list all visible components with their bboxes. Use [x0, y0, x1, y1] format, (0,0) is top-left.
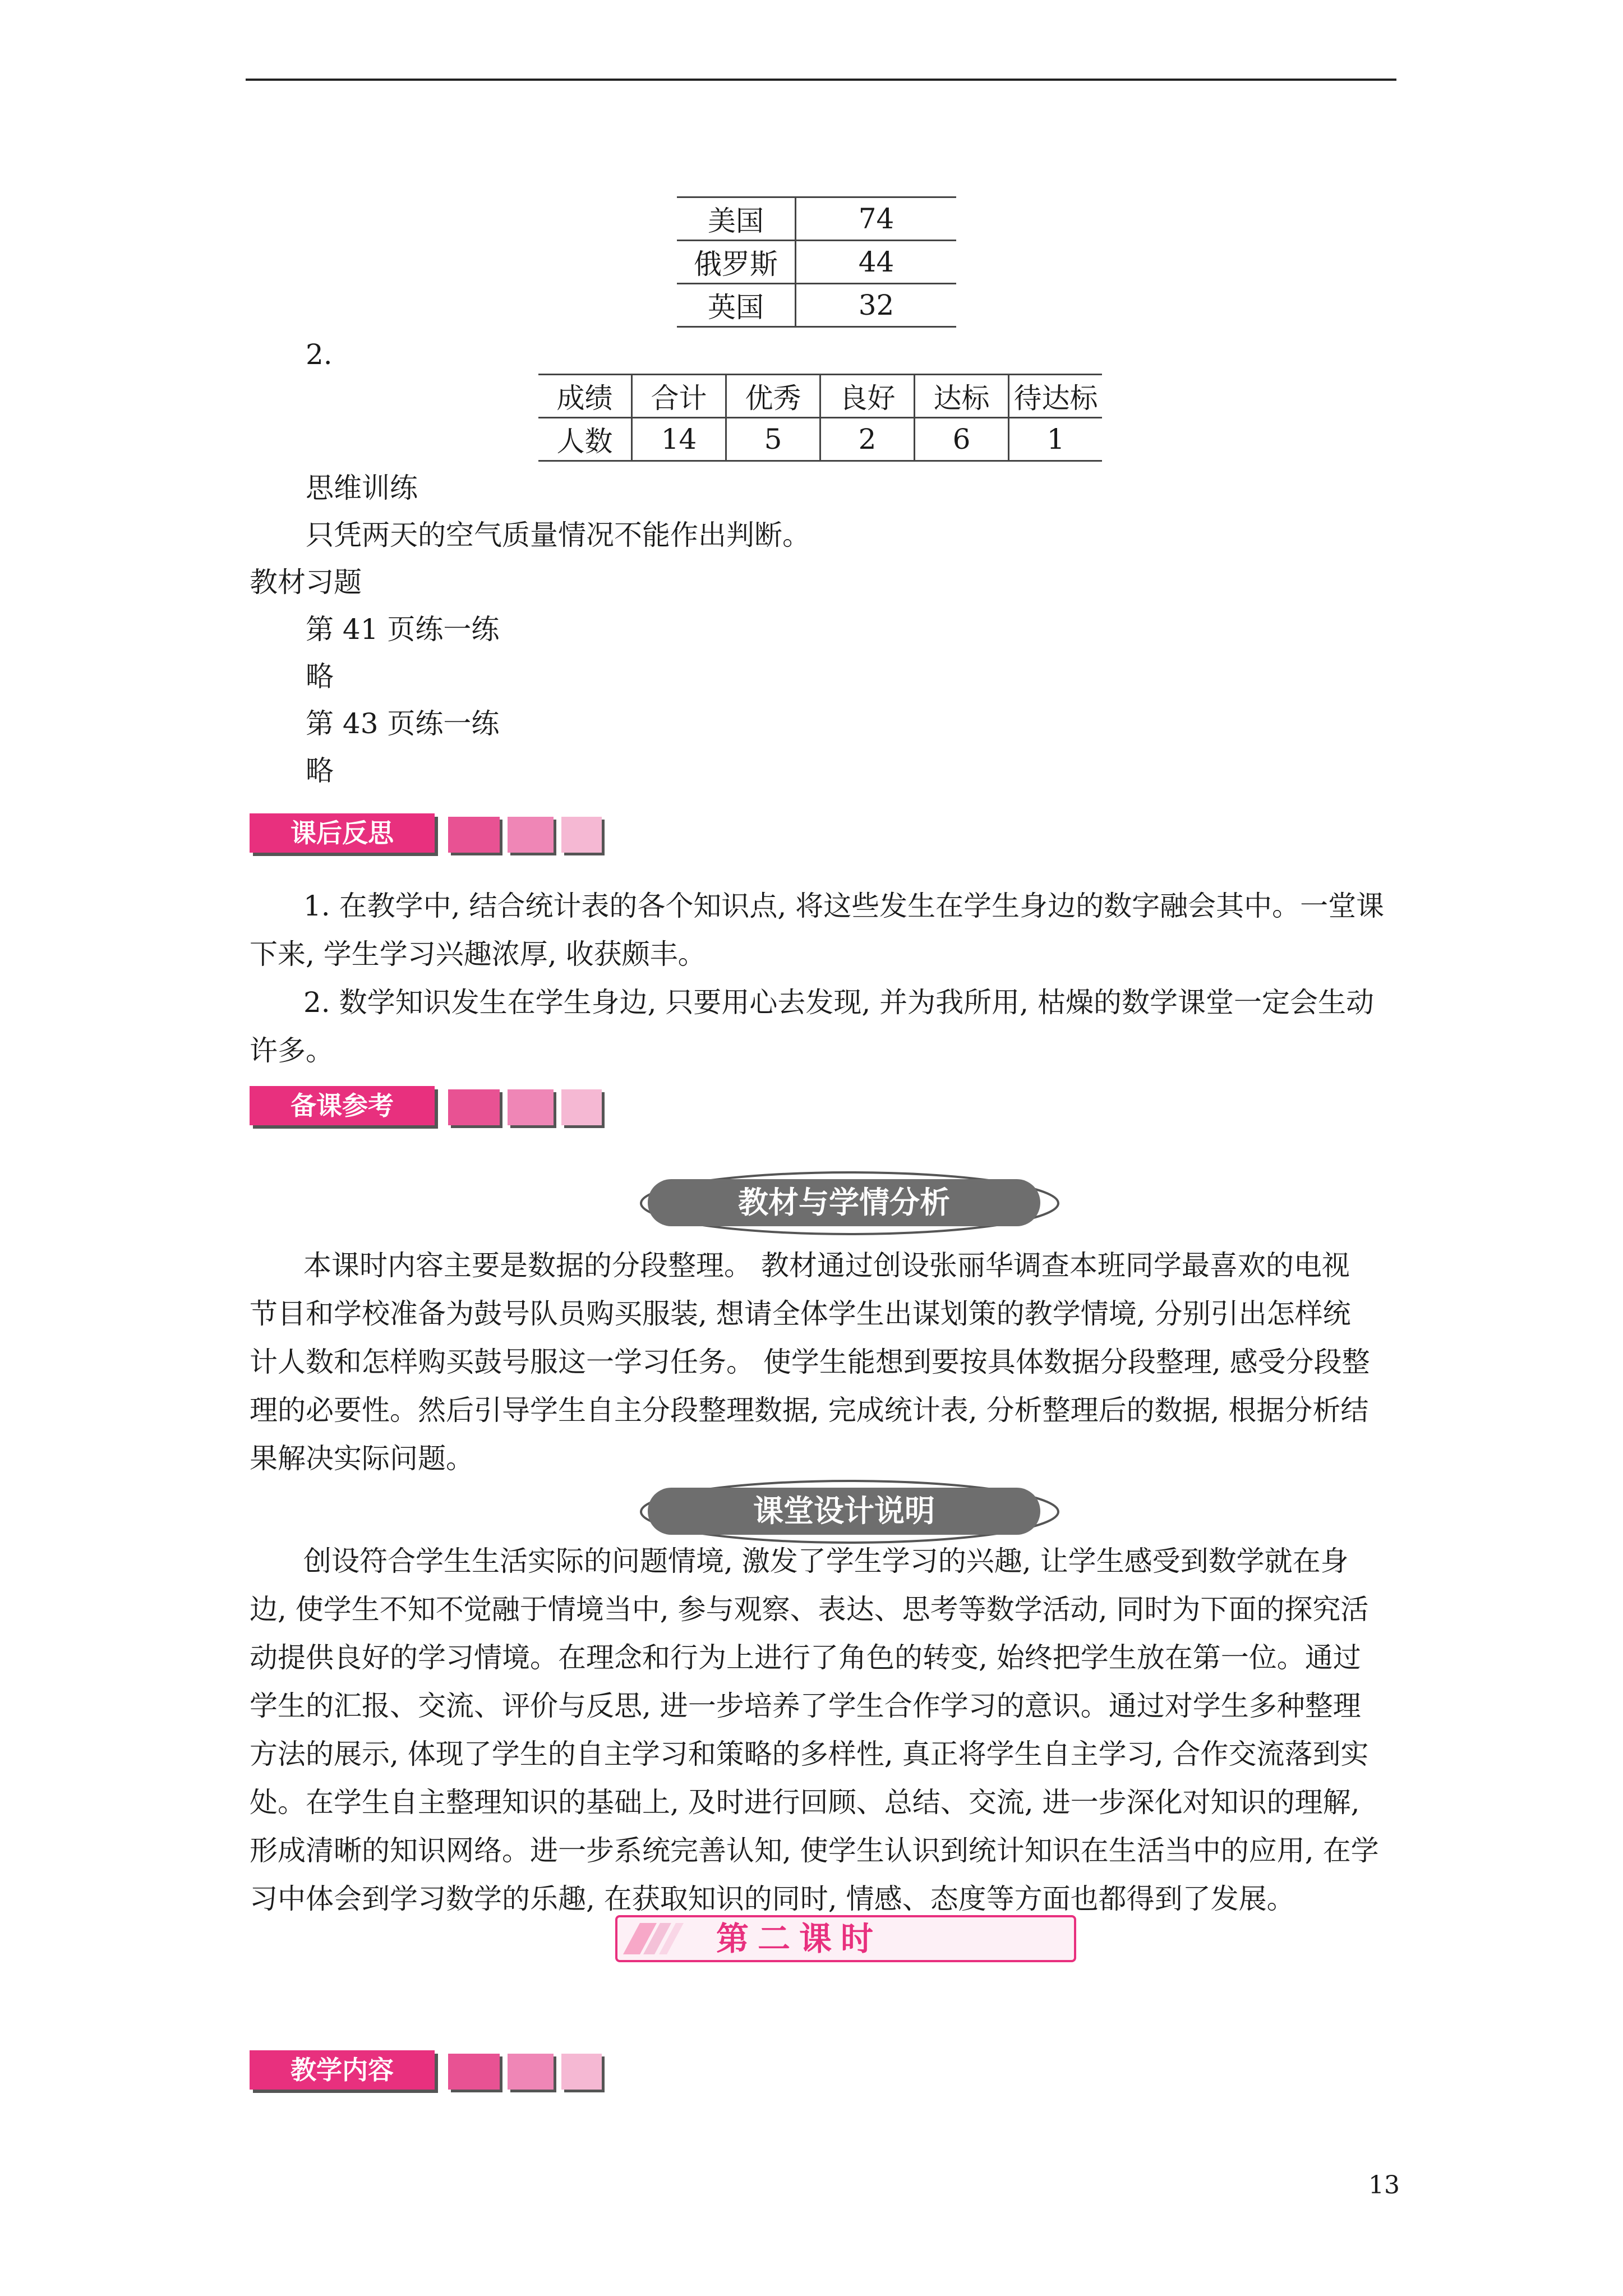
- table-cell: 美国: [677, 197, 796, 241]
- paragraph-line: 边, 使学生不知不觉融于情境当中, 参与观察、表达、思考等数学活动, 同时为下面的探究活: [250, 1593, 1369, 1626]
- table-header-cell: 合计: [632, 375, 726, 418]
- paragraph-line: 习中体会到学习数学的乐趣, 在获取知识的同时, 情感、态度等方面也都得到了发展。: [250, 1883, 1295, 1915]
- table-header-row: [538, 375, 1102, 418]
- paragraph-line: 创设符合学生生活实际的问题情境, 激发了学生学习的兴趣, 让学生感受到数学就在身: [303, 1545, 1349, 1577]
- paragraph-line: 形成清晰的知识网络。进一步系统完善认知, 使学生认识到统计知识在生活当中的应用, 在学: [250, 1834, 1379, 1867]
- decor-square: [448, 817, 500, 853]
- textbook-page41-answer: 略: [306, 660, 334, 693]
- section-tag-label: 备课参考: [250, 1086, 435, 1125]
- table-cell: 14: [632, 418, 726, 461]
- page-number: 13: [1368, 2171, 1400, 2200]
- textbook-page43: 第 43 页练一练: [306, 707, 500, 740]
- decor-square: [448, 2054, 500, 2090]
- table-header-cell: 达标: [915, 375, 1009, 418]
- decor-square: [561, 2054, 602, 2090]
- decor-square: [508, 2054, 554, 2090]
- textbook-title: 教材习题: [250, 566, 362, 599]
- textbook-page43-answer: 略: [306, 754, 334, 787]
- table-cell: 人数: [538, 418, 632, 461]
- table-cell: 6: [915, 418, 1009, 461]
- table-header-cell: 待达标: [1009, 375, 1103, 418]
- reflection-text: [250, 882, 1384, 1075]
- table-cell: 英国: [677, 284, 796, 327]
- paragraph-line: 计人数和怎样购买鼓号服这一学习任务。 使学生能想到要按具体数据分段整理, 感受分段整: [250, 1346, 1370, 1378]
- decor-square: [561, 817, 602, 853]
- country-table: [677, 196, 956, 328]
- paragraph-line: 1. 在教学中, 结合统计表的各个知识点, 将这些发生在学生身边的数字融会其中。一堂课: [303, 890, 1385, 922]
- analysis-heading: [637, 1161, 1063, 1245]
- table-cell: 5: [726, 418, 820, 461]
- table-cell: 1: [1009, 418, 1103, 461]
- item-number: 2.: [306, 338, 333, 371]
- lesson-banner: [615, 1915, 1081, 1966]
- paragraph-line: 理的必要性。然后引导学生自主分段整理数据, 完成统计表, 分析整理后的数据, 根据分析结: [250, 1394, 1369, 1427]
- decor-square: [561, 1089, 602, 1125]
- table-row: [677, 241, 956, 284]
- paragraph-line: 本课时内容主要是数据的分段整理。 教材通过创设张丽华调查本班同学最喜欢的电视: [303, 1249, 1350, 1282]
- paragraph-line: 2. 数学知识发生在学生身边, 只要用心去发现, 并为我所用, 枯燥的数学课堂一定会生动: [303, 986, 1374, 1019]
- design-heading-label: 课堂设计说明: [648, 1488, 1040, 1535]
- table-cell: 74: [796, 197, 957, 241]
- paragraph-line: 下来, 学生学习兴趣浓厚, 收获颇丰。: [250, 938, 706, 970]
- header-rule: [246, 79, 1396, 81]
- textbook-page41: 第 41 页练一练: [306, 613, 500, 646]
- table-header-cell: 成绩: [538, 375, 632, 418]
- table-row: [538, 418, 1102, 461]
- lesson-banner-label: 第二课时: [716, 1920, 883, 1958]
- paragraph-line: 方法的展示, 体现了学生的自主学习和策略的多样性, 真正将学生自主学习, 合作交流落到实: [250, 1738, 1369, 1770]
- decor-square: [508, 1089, 554, 1125]
- paragraph-line: 学生的汇报、交流、评价与反思, 进一步培养了学生合作学习的意识。通过对学生多种整理: [250, 1690, 1361, 1722]
- analysis-heading-label: 教材与学情分析: [648, 1179, 1040, 1226]
- table-row: [677, 197, 956, 241]
- analysis-text: [250, 1241, 1370, 1483]
- paragraph-line: 动提供良好的学习情境。在理念和行为上进行了角色的转变, 始终把学生放在第一位。通过: [250, 1641, 1361, 1674]
- section-tag-label: 课后反思: [250, 813, 435, 853]
- table-cell: 32: [796, 284, 957, 327]
- design-text: [250, 1537, 1379, 1923]
- paragraph-line: 节目和学校准备为鼓号队员购买服装, 想请全体学生出谋划策的教学情境, 分别引出怎样统: [250, 1297, 1351, 1330]
- decor-square: [508, 817, 554, 853]
- table-header-cell: 优秀: [726, 375, 820, 418]
- decor-square: [448, 1089, 500, 1125]
- grade-table: [538, 374, 1102, 462]
- thinking-title: 思维训练: [306, 472, 418, 504]
- table-cell: 2: [820, 418, 915, 461]
- paragraph-line: 处。在学生自主整理知识的基础上, 及时进行回顾、总结、交流, 进一步深化对知识的理解,: [250, 1786, 1360, 1819]
- table-row: [677, 284, 956, 327]
- thinking-text: 只凭两天的空气质量情况不能作出判断。: [306, 519, 810, 551]
- table-cell: 俄罗斯: [677, 241, 796, 284]
- section-tag-label: 教学内容: [250, 2050, 435, 2090]
- table-cell: 44: [796, 241, 957, 284]
- paragraph-line: 果解决实际问题。: [250, 1442, 474, 1475]
- paragraph-line: 许多。: [250, 1034, 334, 1067]
- table-header-cell: 良好: [820, 375, 915, 418]
